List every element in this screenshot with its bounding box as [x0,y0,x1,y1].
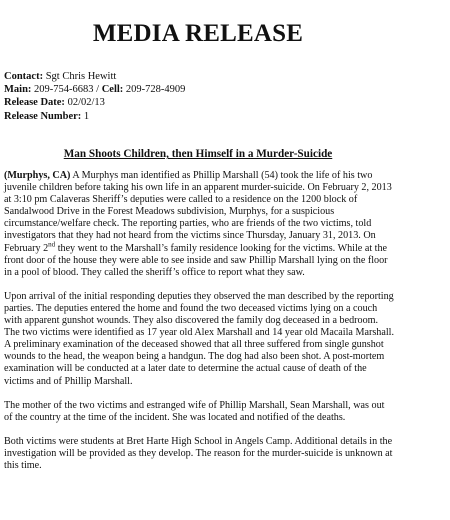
paragraph-1-text-b: they went to the Marshall’s family residence looking for the victims. While at the front door of the house they were able to see inside and saw Phillip Marshall lying on the floor in a pool of blood. They called the sheriff’s office to report what they saw. [4,242,388,278]
main-phone: 209-754-6683 [34,84,94,96]
ordinal-suffix: nd [48,240,56,249]
contact-block [4,70,185,123]
paragraph-1-text-a: A Murphys man identified as Phillip Marshall (54) took the life of his two juvenile children before taking his own life in an apparent murder-suicide. On February 2, 2013 at 3:10 pm Calaveras Sheriff’s deputies were called to a residence on the 1200 block of Sandalwood Drive in the Forest Meadows subdivision, Murphys, for a suspicious circumstance/welfare check. The reporting parties, who are friends of the two victims, told investigators that they had not heard from the victims since Thursday, January 31, 2013. On February 2 [4,170,392,254]
contact-line [4,70,185,83]
release-number-label: Release Number: [4,110,82,122]
paragraph-1 [4,170,395,279]
release-date-label: Release Date: [4,97,65,109]
paragraph-2: Upon arrival of the initial responding deputies they observed the man described by the reporting parties. The deputies entered the home and found the two deceased victims lying on a couch with apparent gunshot wounds. They also discovered the family dog deceased in a bedroom. The two victims were identified as 17 year old Alex Marshall and 14 year old Macaila Marshall. A preliminary examination of the deceased showed that all three suffered from single gunshot wounds to the head, the weapon being a handgun. The dog had also been shot. A post-mortem examination will be conducted at a later date to determine the actual cause of death of the victims and of Phillip Marshall. [4,290,394,387]
page-title: MEDIA RELEASE [92,20,304,47]
cell-label: Cell: [101,84,124,96]
headline: Man Shoots Children, then Himself in a Murder-Suicide [63,148,333,160]
article-body [4,170,395,484]
contact-label: Contact: [4,71,44,82]
paragraph-4: Both victims were students at Bret Harte High School in Angels Camp. Additional details in the investigation will be provided as they develop. The reason for the murder-suicide is unknown at this time. [4,435,393,471]
dateline: (Murphys, CA) [4,170,71,181]
release-date-value: 02/02/13 [67,97,105,109]
cell-phone: 209-728-4909 [125,84,186,96]
paragraph-3: The mother of the two victims and estranged wife of Phillip Marshall, Sean Marshall, was out of the country at the time of the incident. She was located and notified of the deaths. [4,399,385,423]
release-date-line [4,96,185,109]
contact-value: Sgt Chris Hewitt [45,71,117,82]
phone-line: Main: 209-754-6683 / Cell: 209-728-4909 [4,84,186,96]
release-number-line [4,110,185,123]
main-label: Main: [4,84,32,96]
release-number-value: 1 [83,110,90,122]
